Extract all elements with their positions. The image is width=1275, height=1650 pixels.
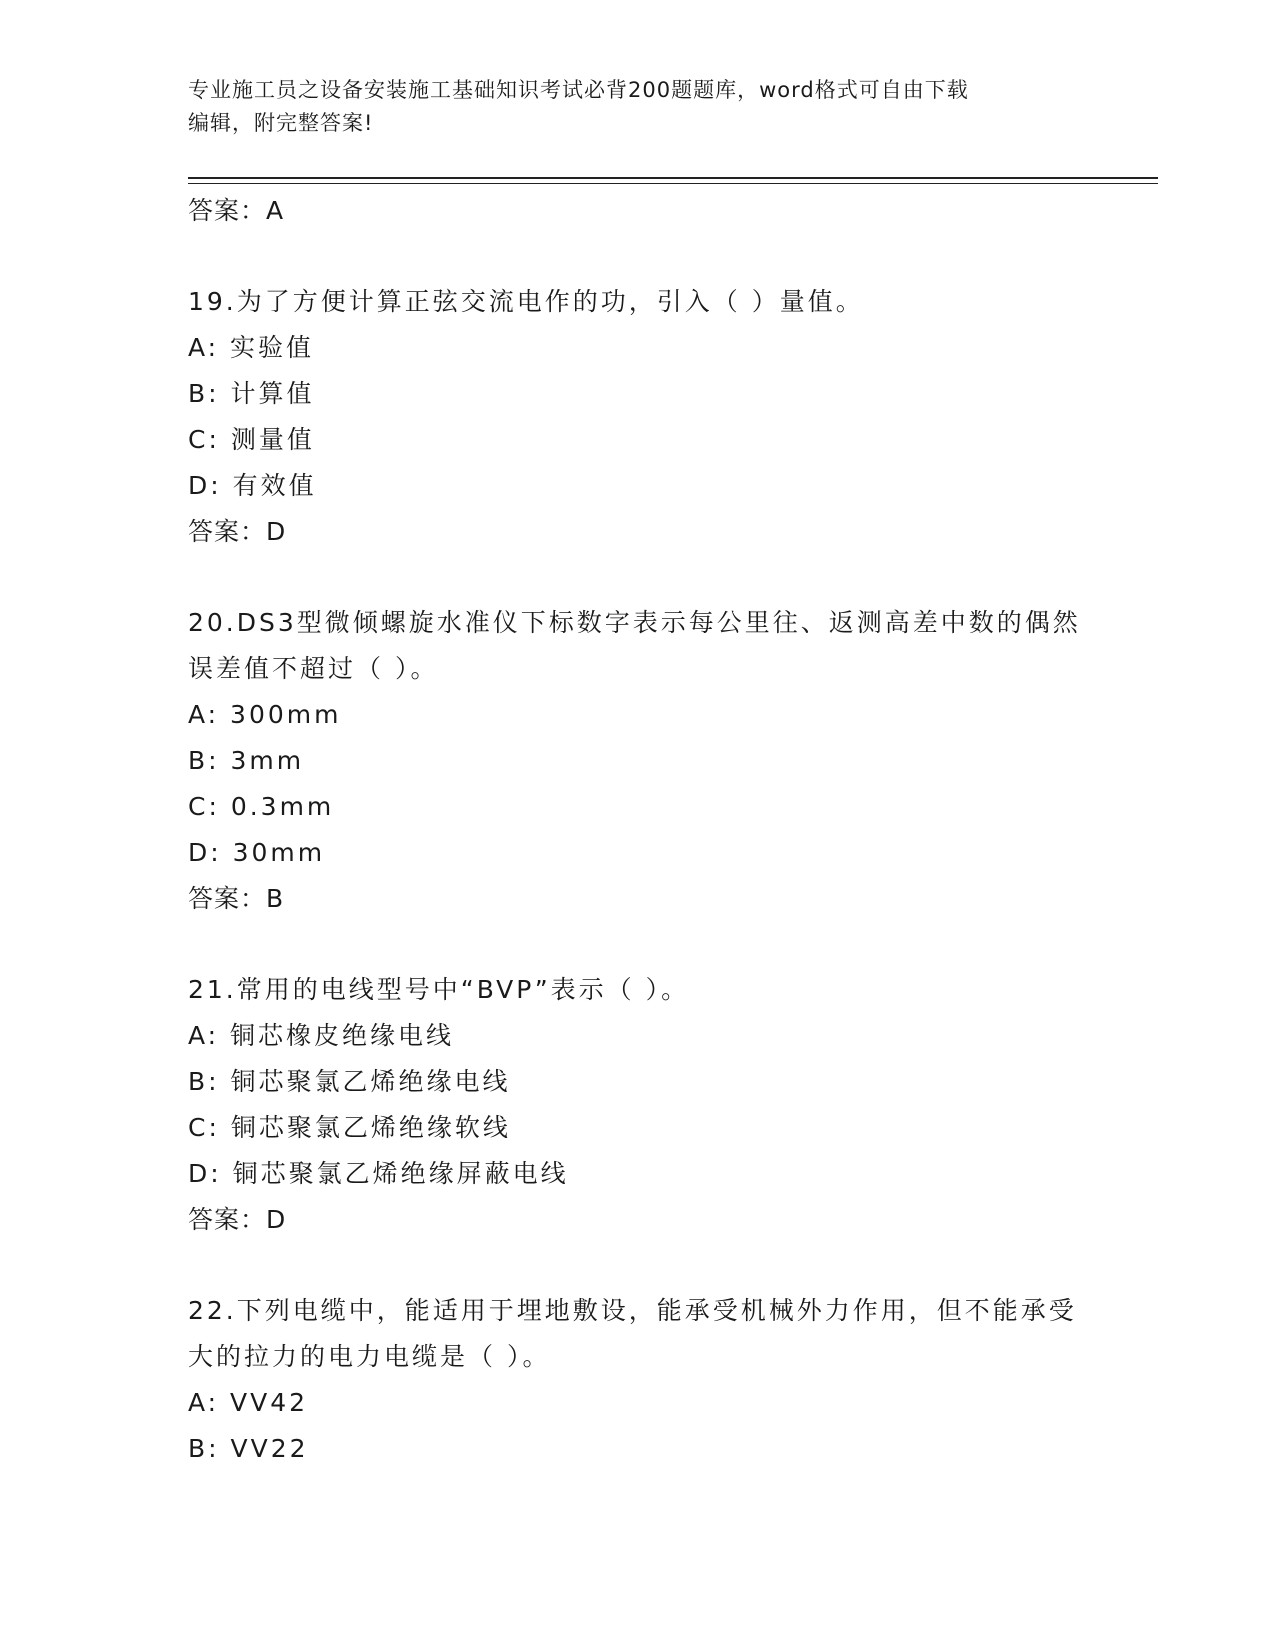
question-stem: 20.DS3型微倾螺旋水准仪下标数字表示每公里往、返测高差中数的偶然误差值不超过（ ）。 [188,608,1081,683]
question-stem: 21.常用的电线型号中“BVP”表示（ ）。 [188,975,690,1004]
header-title-line-2: 编辑，附完整答案! [188,111,374,135]
previous-answer: 答案：A [188,196,285,225]
answer: 答案：D [188,1205,287,1234]
question-stem: 19.为了方便计算正弦交流电作的功，引入（ ）量值。 [188,287,864,316]
option-a: A: VV42 [188,1388,309,1417]
answer: 答案：B [188,884,285,913]
option-d: D: 有效值 [188,471,317,500]
option-c: C: 测量值 [188,425,315,454]
option-c: C: 0.3mm [188,792,335,821]
option-c: C: 铜芯聚氯乙烯绝缘软线 [188,1113,511,1142]
header-title-line-1: 专业施工员之设备安装施工基础知识考试必背200题题库，word格式可自由下载 [188,78,969,102]
question-21 [188,967,1088,1243]
header-divider-thin [188,183,1158,184]
question-20 [188,600,1088,922]
option-a: A: 铜芯橡皮绝缘电线 [188,1021,455,1050]
question-list [188,188,1088,1472]
question-stem: 22.下列电缆中，能适用于埋地敷设，能承受机械外力作用，但不能承受大的拉力的电力电缆是（ ）。 [188,1296,1077,1371]
option-a: A: 实验值 [188,333,315,362]
header-divider-thick [188,177,1158,179]
question-19 [188,279,1088,555]
answer: 答案：D [188,517,287,546]
option-b: B: 铜芯聚氯乙烯绝缘电线 [188,1067,511,1096]
question-22 [188,1288,1088,1472]
option-b: B: 3mm [188,746,305,775]
option-d: D: 30mm [188,838,326,867]
option-a: A: 300mm [188,700,342,729]
option-b: B: VV22 [188,1434,309,1463]
option-d: D: 铜芯聚氯乙烯绝缘屏蔽电线 [188,1159,569,1188]
document-header [188,74,1088,140]
option-b: B: 计算值 [188,379,315,408]
